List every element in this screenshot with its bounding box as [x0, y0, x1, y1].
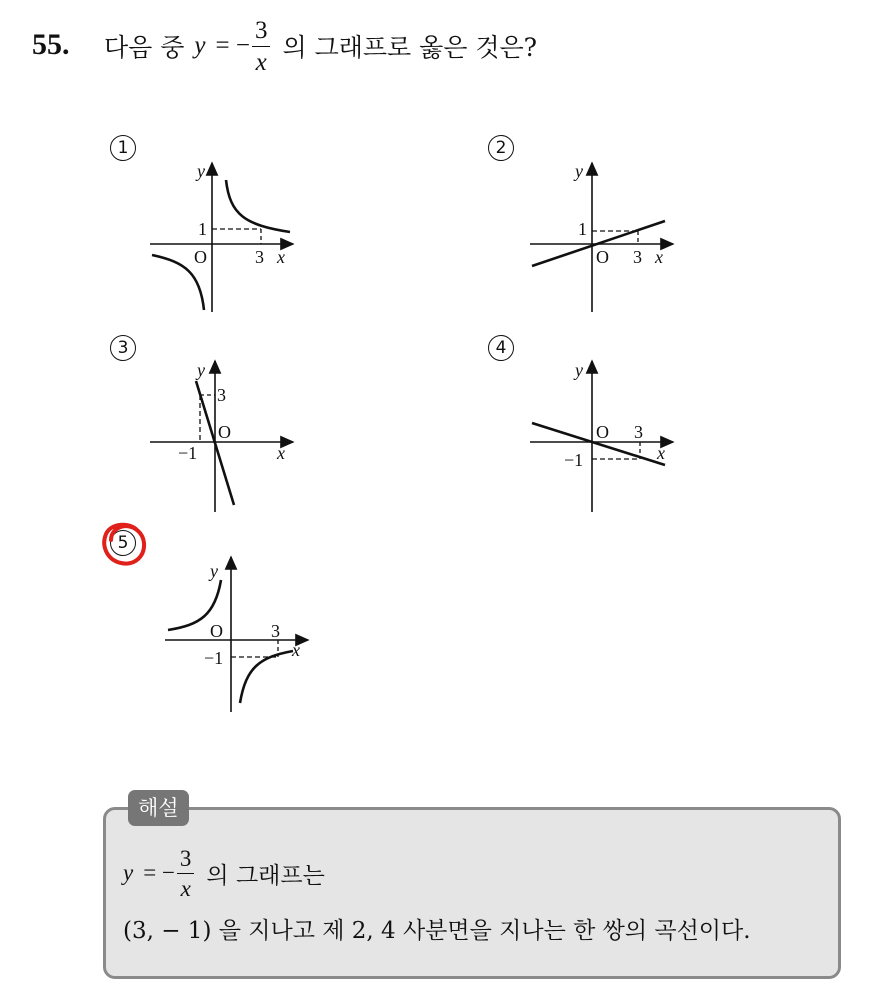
tick-label: −1: [204, 648, 224, 668]
curve-branch: [226, 180, 290, 232]
question-prefix: 다음 중: [104, 33, 185, 62]
option-graph-4[interactable]: [520, 355, 690, 515]
tick-label: 1: [578, 219, 587, 239]
origin-label: O: [596, 422, 609, 442]
option-label-5[interactable]: 5: [110, 530, 136, 556]
option-label-4[interactable]: 4: [488, 335, 514, 361]
explanation-line-2: (3, − 1) 을 지나고 제 2, 4 사분면을 지나는 한 쌍의 곡선이다.: [123, 918, 751, 944]
x-label: x: [655, 247, 663, 267]
fraction-numerator: 3: [252, 18, 271, 47]
tick-label: 3: [634, 422, 643, 442]
tick-label: −1: [564, 450, 584, 470]
explanation-line1-text: 의 그래프는: [206, 862, 325, 889]
tick-label: 3: [633, 247, 642, 267]
origin-label: O: [596, 247, 609, 267]
question-text: [104, 16, 537, 76]
question-number: 55.: [32, 28, 70, 61]
x-label: x: [277, 247, 285, 267]
question-fraction: [252, 18, 271, 75]
option-label-1[interactable]: 1: [110, 135, 136, 161]
explanation-fraction: [177, 847, 195, 900]
option-graph-5[interactable]: [160, 555, 330, 715]
origin-label: O: [194, 247, 207, 267]
tick-label: 1: [198, 219, 207, 239]
fraction-denominator: x: [180, 875, 191, 901]
curve-branch: [240, 651, 293, 703]
y-label: y: [575, 161, 583, 181]
option-label-2[interactable]: 2: [488, 135, 514, 161]
answer-circle-mark: [99, 518, 149, 568]
question-eq-sign: = −: [215, 32, 250, 59]
y-label: y: [197, 360, 205, 380]
tick-label: 3: [271, 621, 280, 641]
option-graph-3[interactable]: [140, 355, 310, 515]
question-eq-lhs: y: [194, 32, 206, 59]
tick-label: 3: [255, 247, 264, 267]
y-label: y: [575, 360, 583, 380]
tick-label: −1: [178, 443, 198, 463]
fraction-denominator: x: [255, 48, 267, 76]
x-label: x: [292, 640, 300, 660]
explanation-eq-lhs: y: [123, 860, 134, 885]
option-label-3[interactable]: 3: [110, 335, 136, 361]
tick-label: 3: [217, 385, 226, 405]
question-suffix: 의 그래프로 옳은 것은?: [282, 33, 538, 62]
origin-label: O: [218, 422, 231, 442]
y-label: y: [210, 561, 218, 581]
y-label: y: [197, 161, 205, 181]
option-graph-1[interactable]: [140, 155, 310, 315]
x-label: x: [657, 443, 665, 463]
explanation-line-1: [123, 838, 325, 908]
option-graph-2[interactable]: [520, 155, 690, 315]
origin-label: O: [210, 621, 223, 641]
x-label: x: [277, 443, 285, 463]
fraction-numerator: 3: [177, 847, 195, 874]
explanation-tag: 해설: [128, 790, 189, 826]
explanation-eq-sign: = −: [143, 860, 175, 885]
